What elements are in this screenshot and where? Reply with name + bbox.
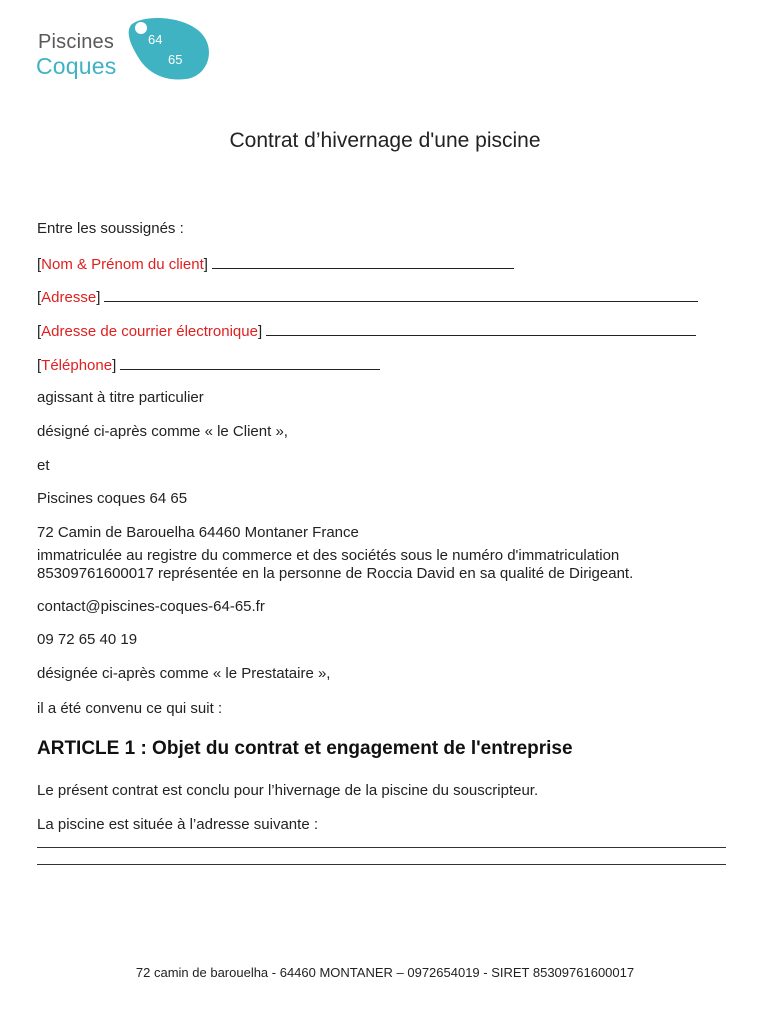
page-footer: 72 camin de barouelha - 64460 MONTANER – 0972654019 - SIRET 85309761600017 bbox=[135, 965, 635, 980]
provider-registry-line1: immatriculée au registre du commerce et des sociétés sous le numéro d'immatriculation bbox=[37, 547, 620, 564]
agreement-text: il a été convenu ce qui suit : bbox=[37, 700, 223, 717]
client-name-field: [Nom & Prénom du client] bbox=[37, 254, 514, 273]
client-phone-field: [Téléphone] bbox=[37, 355, 380, 374]
client-capacity-text: agissant à titre particulier bbox=[37, 389, 204, 406]
provider-phone: 09 72 65 40 19 bbox=[37, 631, 138, 648]
client-address-field: [Adresse] bbox=[37, 287, 698, 306]
client-email-blank[interactable] bbox=[266, 321, 696, 336]
company-logo bbox=[36, 16, 216, 86]
client-address-label: Adresse bbox=[41, 289, 97, 306]
client-designation-text: désigné ci-après comme « le Client », bbox=[37, 423, 288, 440]
pool-address-blank-line-2[interactable] bbox=[37, 864, 726, 865]
provider-address: 72 Camin de Barouelha 64460 Montaner France bbox=[37, 524, 359, 541]
logo-word-piscines: Piscines bbox=[38, 31, 115, 53]
provider-designation-text: désignée ci-après comme « le Prestataire », bbox=[37, 665, 331, 682]
client-phone-blank[interactable] bbox=[120, 355, 380, 370]
client-email-label: Adresse de courrier électronique bbox=[41, 323, 258, 340]
document-title: Contrat d’hivernage d'une piscine bbox=[229, 129, 541, 152]
client-phone-label: Téléphone bbox=[41, 357, 113, 374]
article-1-heading: ARTICLE 1 : Objet du contrat et engagement de l'entreprise bbox=[37, 738, 573, 759]
client-address-blank[interactable] bbox=[104, 287, 698, 302]
intro-text: Entre les soussignés : bbox=[37, 220, 184, 237]
provider-email: contact@piscines-coques-64-65.fr bbox=[37, 598, 265, 615]
article-1-paragraph-2: La piscine est située à l’adresse suivante : bbox=[37, 816, 318, 833]
logo-number-65: 65 bbox=[168, 52, 183, 67]
client-name-blank[interactable] bbox=[212, 254, 514, 269]
client-email-field: [Adresse de courrier électronique] bbox=[37, 321, 696, 340]
provider-name: Piscines coques 64 65 bbox=[37, 490, 188, 507]
and-text: et bbox=[37, 457, 50, 474]
client-name-label: Nom & Prénom du client bbox=[41, 256, 204, 273]
logo-word-coques: Coques bbox=[36, 53, 117, 79]
provider-registry-line2: 85309761600017 représentée en la personne de Roccia David en sa qualité de Dirigeant. bbox=[37, 565, 634, 582]
pool-address-blank-line-1[interactable] bbox=[37, 847, 726, 848]
logo-number-64: 64 bbox=[148, 32, 163, 47]
article-1-paragraph-1: Le présent contrat est conclu pour l’hivernage de la piscine du souscripteur. bbox=[37, 782, 539, 799]
